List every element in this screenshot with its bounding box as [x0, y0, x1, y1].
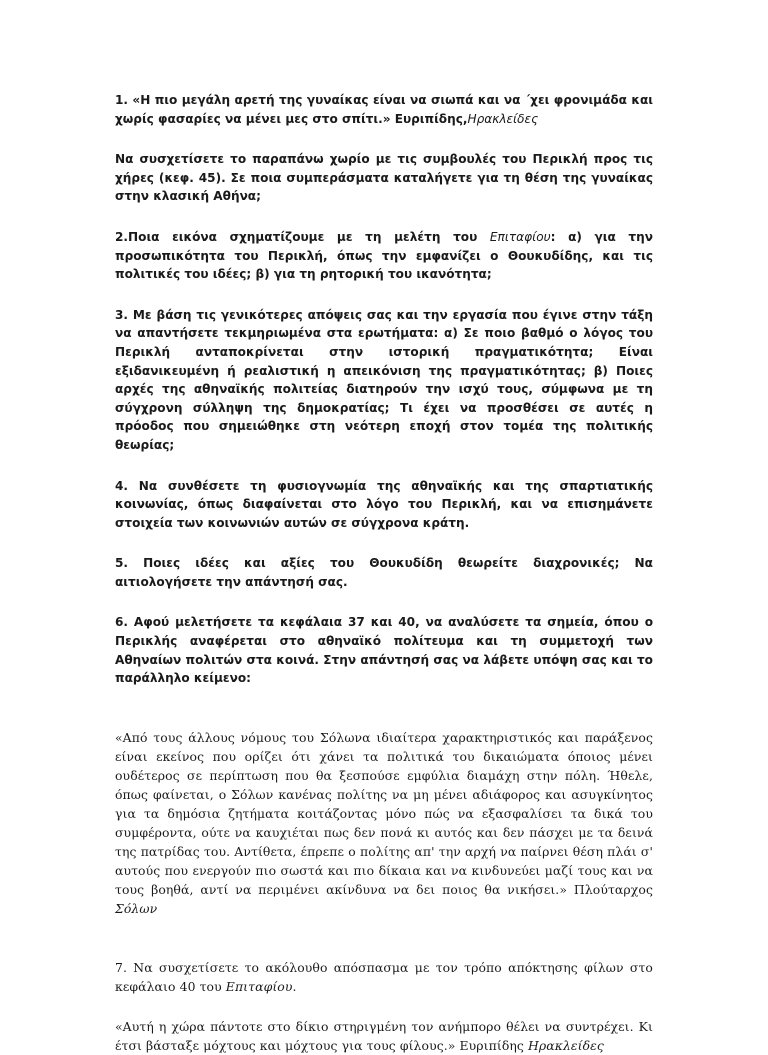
question-2-work: Επιταφίου	[489, 229, 551, 244]
question-2-text-before: 2.Ποια εικόνα σχηματίζουμε με τη μελέτη του	[115, 229, 478, 244]
question-7-work: Επιταφίου	[225, 978, 293, 994]
solon-passage-source: Σόλων	[115, 900, 158, 916]
question-1	[115, 91, 653, 128]
question-1-task: Να συσχετίσετε το παραπάνω χωρίο με τις συμβουλές του Περικλή προς τις χήρες (κεφ. 45). Σε ποια συμπεράσματα καταλήγετε για τη θέση της γυναίκας στην κλασική Αθήνα;	[115, 152, 653, 204]
solon-passage-text: «Από τους άλλους νόμους του Σόλωνα ιδιαίτερα χαρακτηριστικός και παράξενος είναι εκείνος που ορίζει ότι χάνει τα πολιτικά του δικαιώματα όποιος μένει ουδέτερος σε περίπτωση που θα ξεσπούσε εμφύλια διαμάχη στην πόλη. Ήθελε, όπως φαίνεται, ο Σόλων κανένας πολίτης να μη μένει αδιάφορος και ασυγκίνητος για τα δημόσια ζητήματα κοιτάζοντας μόνο πώς να εξασφαλίσει τα δικά του συμφέροντα, ούτε να καυχιέται πως δεν πονά κι αυτός και δεν πάσχει με τα δεινά της πατρίδας του. Αντίθετα, έπρεπε ο πολίτης απ' την αρχή να παίρνει θέση πλάι σ' αυτούς που ενεργούν πιο σωστά και πιο δίκαια και να κινδυνεύει μαζί τους και να τους βοηθά, αντί να περιμένει ακίνδυνα να δει ποιος θα νικήσει.» Πλούταρχος	[115, 729, 653, 897]
question-2	[115, 228, 653, 284]
question-3: 3. Με βάση τις γενικότερες απόψεις σας και την εργασία που έγινε στην τάξη να απαντήσετε τεκμηριωμένα στα ερωτήματα: α) Σε ποιο βαθμό ο λόγος του Περικλή ανταποκρίνεται στην ιστορική πραγματικότητα; Είναι εξιδανικευμένη ή ρεαλιστική η απεικόνιση της πραγματικότητας; β) Ποιες αρχές της αθηναϊκής πολιτείας διατηρούν την ισχύ τους, σύμφωνα με τη σύγχρονη σύλληψη της δημοκρατίας; Τι έχει να προσθέσει σε αυτές η πρόοδος που σημειώθηκε στη νεότερη εποχή στον τομέα της πολιτικής θεωρίας;	[115, 307, 653, 452]
question-1-text: 1. «Η πιο μεγάλη αρετή της γυναίκας είναι να σιωπά και να ΄χει φρονιμάδα και χωρίς φασαρίες να μένει μες στο σπίτι.» Ευριπίδης,	[115, 93, 653, 126]
document-page	[115, 85, 653, 1055]
question-6: 6. Αφού μελετήσετε τα κεφάλαια 37 και 40, να αναλύσετε τα σημεία, όπου ο Περικλής αναφέρεται στο αθηναϊκό πολίτευμα και τη συμμετοχή των Αθηναίων πολιτών στα κοινά. Στην απάντησή σας να λάβετε υπόψη σας και το παράλληλο κείμενο:	[115, 615, 653, 686]
question-7-text-before: 7. Να συσχετίσετε το ακόλουθο απόσπασμα με τον τρόπο απόκτησης φίλων στο κεφάλαιο 40 του	[115, 959, 653, 994]
question-7-text-after: .	[292, 978, 297, 994]
question-7-quote	[115, 1017, 653, 1055]
question-2-text-after: : α) για την προσωπικότητα του Περικλή, όπως την εμφανίζει ο Θουκυδίδης, και τις πολιτικές του ιδέες; β) για τη ρητορική του ικανότητα;	[115, 229, 653, 282]
question-4: 4. Να συνθέσετε τη φυσιογνωμία της αθηναϊκής και της σπαρτιατικής κοινωνίας, όπως διαφαίνεται στο λόγο του Περικλή, και να επισημάνετε στοιχεία των κοινωνιών αυτών σε σύγχρονα κράτη.	[115, 478, 653, 530]
solon-passage	[115, 728, 653, 918]
question-5: 5. Ποιες ιδέες και αξίες του Θουκυδίδη θεωρείτε διαχρονικές; Να αιτιολογήσετε την απάντησή σας.	[115, 556, 653, 589]
question-7	[115, 958, 653, 996]
question-7-quote-text: «Αυτή η χώρα πάντοτε στο δίκιο στηριγμένη τον ανήμπορο θέλει να συντρέχει. Κι έτσι βάσταξε μόχτους και μόχτους για τους φίλους.» Ευριπίδης	[115, 1018, 653, 1053]
question-7-quote-source: Ηρακλείδες	[527, 1037, 604, 1053]
question-1-source: Ηρακλείδες	[467, 111, 539, 126]
